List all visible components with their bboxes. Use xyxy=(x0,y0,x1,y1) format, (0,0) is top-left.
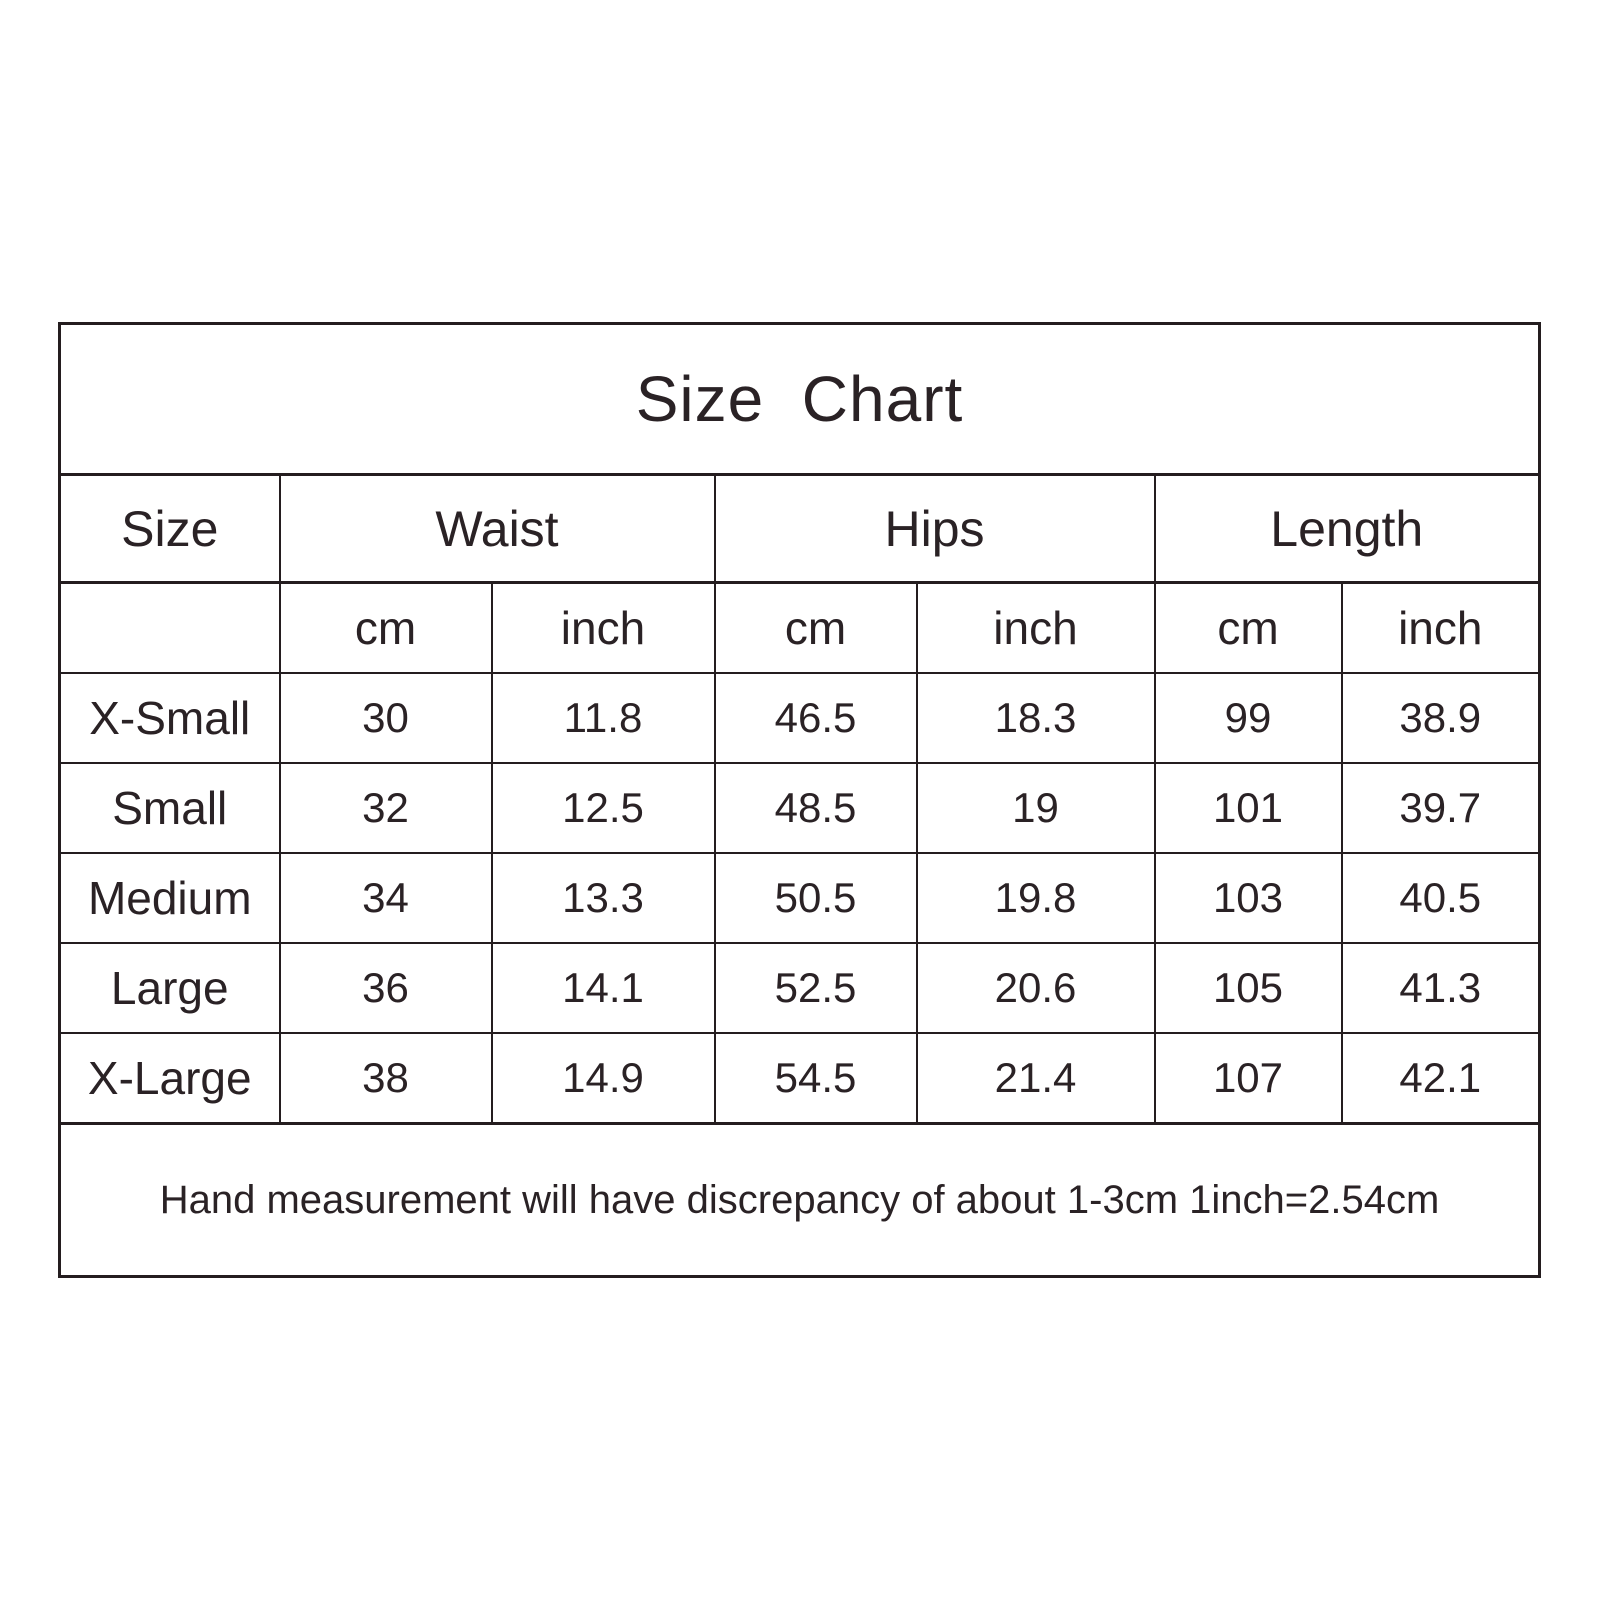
waist-cm-value: 36 xyxy=(280,943,492,1033)
length-cm-value: 99 xyxy=(1155,673,1342,763)
column-header-row xyxy=(60,475,1540,583)
unit-hips-inch: inch xyxy=(917,583,1155,674)
length-inch-value: 42.1 xyxy=(1342,1033,1540,1124)
hips-cm-value: 50.5 xyxy=(715,853,917,943)
col-header-waist: Waist xyxy=(280,475,715,583)
waist-cm-value: 34 xyxy=(280,853,492,943)
unit-length-inch: inch xyxy=(1342,583,1540,674)
col-header-hips: Hips xyxy=(715,475,1155,583)
unit-length-cm: cm xyxy=(1155,583,1342,674)
table-row-large xyxy=(60,943,1540,1033)
length-inch-value: 39.7 xyxy=(1342,763,1540,853)
waist-cm-value: 32 xyxy=(280,763,492,853)
unit-waist-cm: cm xyxy=(280,583,492,674)
length-inch-value: 41.3 xyxy=(1342,943,1540,1033)
table-row-small xyxy=(60,763,1540,853)
col-header-length: Length xyxy=(1155,475,1540,583)
length-cm-value: 107 xyxy=(1155,1033,1342,1124)
hips-cm-value: 46.5 xyxy=(715,673,917,763)
table-row-medium xyxy=(60,853,1540,943)
size-label: Small xyxy=(60,763,280,853)
unit-waist-inch: inch xyxy=(492,583,715,674)
hips-inch-value: 19 xyxy=(917,763,1155,853)
hips-inch-value: 19.8 xyxy=(917,853,1155,943)
size-label: X-Large xyxy=(60,1033,280,1124)
waist-cm-value: 38 xyxy=(280,1033,492,1124)
table-row-xlarge xyxy=(60,1033,1540,1124)
hips-cm-value: 54.5 xyxy=(715,1033,917,1124)
size-label: Medium xyxy=(60,853,280,943)
waist-inch-value: 13.3 xyxy=(492,853,715,943)
length-cm-value: 103 xyxy=(1155,853,1342,943)
size-label: Large xyxy=(60,943,280,1033)
waist-inch-value: 14.9 xyxy=(492,1033,715,1124)
length-inch-value: 40.5 xyxy=(1342,853,1540,943)
unit-hips-cm: cm xyxy=(715,583,917,674)
waist-cm-value: 30 xyxy=(280,673,492,763)
length-cm-value: 101 xyxy=(1155,763,1342,853)
waist-inch-value: 11.8 xyxy=(492,673,715,763)
col-header-size: Size xyxy=(60,475,280,583)
table-row-xsmall xyxy=(60,673,1540,763)
hips-inch-value: 18.3 xyxy=(917,673,1155,763)
length-cm-value: 105 xyxy=(1155,943,1342,1033)
measurement-note: Hand measurement will have discrepancy of about 1-3cm 1inch=2.54cm xyxy=(60,1124,1540,1277)
waist-inch-value: 14.1 xyxy=(492,943,715,1033)
hips-cm-value: 48.5 xyxy=(715,763,917,853)
length-inch-value: 38.9 xyxy=(1342,673,1540,763)
unit-empty-cell xyxy=(60,583,280,674)
unit-header-row xyxy=(60,583,1540,674)
title-row xyxy=(60,324,1540,475)
size-chart-table xyxy=(58,322,1541,1278)
waist-inch-value: 12.5 xyxy=(492,763,715,853)
page-title: Size Chart xyxy=(60,324,1540,475)
hips-cm-value: 52.5 xyxy=(715,943,917,1033)
note-row xyxy=(60,1124,1540,1277)
hips-inch-value: 20.6 xyxy=(917,943,1155,1033)
size-label: X-Small xyxy=(60,673,280,763)
hips-inch-value: 21.4 xyxy=(917,1033,1155,1124)
